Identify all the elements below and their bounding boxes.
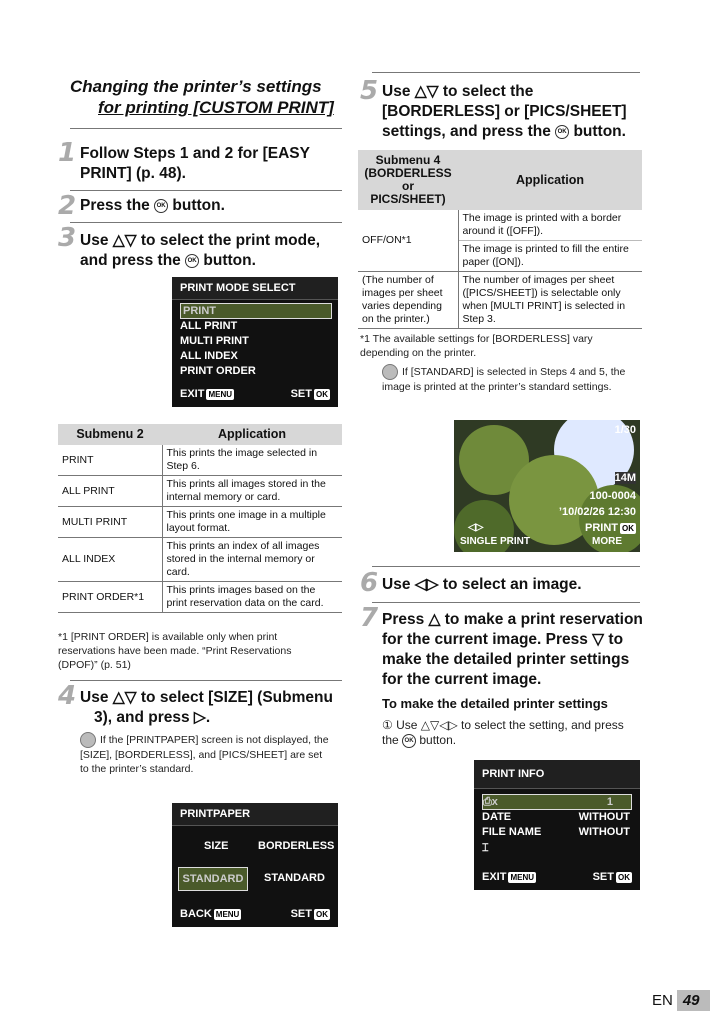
screen-title: PRINTPAPER [172,803,338,826]
file-number: 100-0004 [589,490,636,502]
info-row-trim[interactable] [482,841,630,855]
nav-arrows-icon: ◁▷ [468,522,484,533]
table-cell: OFF/ON*1 [358,210,458,272]
detail-heading: To make the detailed printer settings [382,696,608,711]
detail-text-post: button. [419,733,457,747]
step-7-text [382,610,652,690]
step-3-number: 3 [58,223,77,253]
info-row-copies[interactable] [482,794,632,810]
menu-key-icon: MENU [510,872,535,882]
photo-playback-screen [454,420,640,552]
table-row [58,507,342,538]
table-row [58,538,342,582]
footnote-print-order: *1 [PRINT ORDER] is available only when print reservations have been made. “Print Reservations (DPOF)” (p. 51) [58,631,292,671]
step-6-text: Use ◁▷ to select an image. [382,576,582,593]
table-header: Application [162,424,342,445]
single-print-control[interactable]: SINGLE PRINT [460,536,531,547]
step-7-line2: for the current image. Press ▽ to [382,631,624,648]
table-cell: This prints all images stored in the internal memory or card. [162,476,342,507]
table-cell: The image is printed with a border around it ([OFF]). [458,210,642,241]
step-2-text [80,196,225,216]
copies-icon: ⎙x [483,796,498,808]
section-title-line2: for printing [CUSTOM PRINT] [98,98,334,117]
printpaper-screen [172,803,338,927]
tip-step-4-text: If the [PRINTPAPER] screen is not displayed, the [SIZE], [BORDERLESS], and [PICS/SHEET] are set to the printer’s standard. [80,733,329,775]
section-title [70,76,350,118]
step-4-text [80,688,350,728]
date-label: DATE [482,811,512,823]
ok-key-icon: OK [618,872,630,882]
menu-item-multi-print[interactable]: MULTI PRINT [180,335,249,347]
menu-item-print-order[interactable]: PRINT ORDER [180,365,256,377]
more-control[interactable]: MORE [592,536,622,547]
step-5-line3-pre: settings, and press the [382,123,551,140]
table-cell: This prints images based on the print reservation data on the card. [162,582,342,613]
step-5-line1: Use △▽ to select the [382,83,534,100]
page-number: 49 [677,990,710,1011]
table-header: Application [458,150,642,210]
table-cell: This prints one image in a multiple layout format. [162,507,342,538]
step-3-text [80,231,350,271]
menu-item-all-index[interactable]: ALL INDEX [180,350,238,362]
date-value: WITHOUT [578,811,630,823]
tip-step-5 [382,364,640,394]
table-row [58,445,342,476]
detail-instruction [382,718,640,748]
image-size-badge: 14M [614,472,636,484]
ok-key-icon: OK [316,389,328,399]
print-info-screen [474,760,640,890]
table-cell: (The number of images per sheet varies depending on the printer.) [358,272,458,329]
info-row-date[interactable] [482,810,630,824]
divider [70,680,342,681]
step-3-line1: Use △▽ to select the print mode, [80,232,321,249]
ok-button-icon: OK [555,125,569,139]
exit-control[interactable] [180,387,234,401]
table-cell: PRINT [58,445,162,476]
screen-footer [180,907,330,921]
divider [372,566,640,567]
info-row-file-name[interactable] [482,825,630,839]
table-cell: This prints an index of all images stored in the internal memory or card. [162,538,342,582]
ok-button-icon: OK [185,254,199,268]
column-size: SIZE [204,840,229,852]
table-cell: ALL INDEX [58,538,162,582]
tip-icon [80,732,96,748]
size-value[interactable]: STANDARD [178,867,248,891]
section-title-line1: Changing the printer’s settings [70,77,322,96]
print-mode-select-screen [172,277,338,407]
divider [70,190,342,191]
step-5-line3-post: button. [573,123,626,140]
step-5-line2: [BORDERLESS] or [PICS/SHEET] [382,103,627,120]
print-label: PRINT [585,522,618,534]
step-5-number: 5 [360,76,379,106]
table-cell: ALL PRINT [58,476,162,507]
image-datetime: ’10/02/26 12:30 [558,506,636,518]
footnote-borderless: *1 The available settings for [BORDERLESS] vary depending on the printer. [360,333,593,359]
table-cell: The image is printed to fill the entire paper ([ON]). [458,241,642,272]
divider [70,128,342,129]
screen-footer [180,387,330,401]
table-row [58,476,342,507]
tip-step-4 [80,732,330,776]
divider [70,222,342,223]
ok-key-icon: OK [622,523,634,533]
step-7-line4: for the current image. [382,671,542,688]
table-cell: This prints the image selected in Step 6. [162,445,342,476]
set-label: SET [290,908,312,920]
table-header: Submenu 2 [58,424,162,445]
back-control[interactable] [180,907,241,921]
step-3-line2-post: button. [203,252,256,269]
divider [372,72,640,73]
step-4-line2: 3), and press ▷. [94,709,211,726]
page-footer [652,990,710,1011]
set-control[interactable] [593,870,632,884]
set-control[interactable] [291,387,330,401]
step-5-text [382,82,652,142]
step-1-text: Follow Steps 1 and 2 for [EASY PRINT] (p. 48). [80,145,310,182]
step-3-line2-pre: and press the [80,252,181,269]
menu-item-all-print[interactable]: ALL PRINT [180,320,238,332]
detail-text-pre: ① Use △▽◁▷ to select the setting, and press the [382,718,624,747]
screen-title: PRINT INFO [474,760,640,789]
table-cell: PRINT ORDER*1 [58,582,162,613]
print-control[interactable] [585,522,636,534]
set-label: SET [592,871,614,883]
step-4-number: 4 [58,681,77,711]
copies-value: 1 [606,796,613,808]
screen-title: PRINT MODE SELECT [172,277,338,300]
table-cell: The number of images per sheet ([PICS/SHEET]) is selectable only when [MULTI PRINT] is selected in Step 3. [458,272,642,329]
step-4-line1: Use △▽ to select [SIZE] (Submenu [80,689,333,706]
exit-label: EXIT [482,871,507,883]
image-counter: 1/30 [614,424,636,436]
step-2-number: 2 [58,191,77,221]
file-name-label: FILE NAME [482,826,542,838]
table-header: Submenu 4 (BORDERLESS or PICS/SHEET) [358,150,458,210]
step-5-line3 [382,122,652,142]
divider [372,602,640,603]
menu-key-icon: MENU [215,909,240,919]
submenu-2-table [58,424,342,613]
back-label: BACK [180,908,212,920]
set-label: SET [290,388,312,400]
tip-icon [382,364,398,380]
tip-step-5-text: If [STANDARD] is selected in Steps 4 and 5, the image is printed at the printer’s standard settings. [382,365,626,393]
column-borderless: BORDERLESS [258,840,335,852]
table-row [358,272,642,329]
ok-key-icon: OK [316,909,328,919]
exit-control[interactable] [482,870,536,884]
table-row [58,582,342,613]
step-3-line2 [80,251,350,271]
screen-footer [482,870,632,884]
step-7-line3: make the detailed printer settings [382,651,630,668]
exit-label: EXIT [180,388,205,400]
step-6-number: 6 [360,568,379,598]
step-7-number: 7 [360,603,379,633]
step-2-text-post: button. [172,197,225,214]
ok-button-icon: OK [154,199,168,213]
menu-item-print[interactable]: PRINT [180,303,332,319]
step-7-line1: Press △ to make a print reservation [382,611,643,628]
table-row [358,210,642,241]
step-2-text-pre: Press the [80,197,150,214]
borderless-value[interactable]: STANDARD [264,872,325,884]
page-language: EN [652,992,673,1009]
table-cell: MULTI PRINT [58,507,162,538]
step-1-number: 1 [58,138,77,168]
file-name-value: WITHOUT [578,826,630,838]
ok-button-icon: OK [402,734,416,748]
submenu-4-table [358,150,642,329]
set-control[interactable] [291,907,330,921]
trim-icon: ⌶ [482,842,489,854]
menu-key-icon: MENU [208,389,233,399]
